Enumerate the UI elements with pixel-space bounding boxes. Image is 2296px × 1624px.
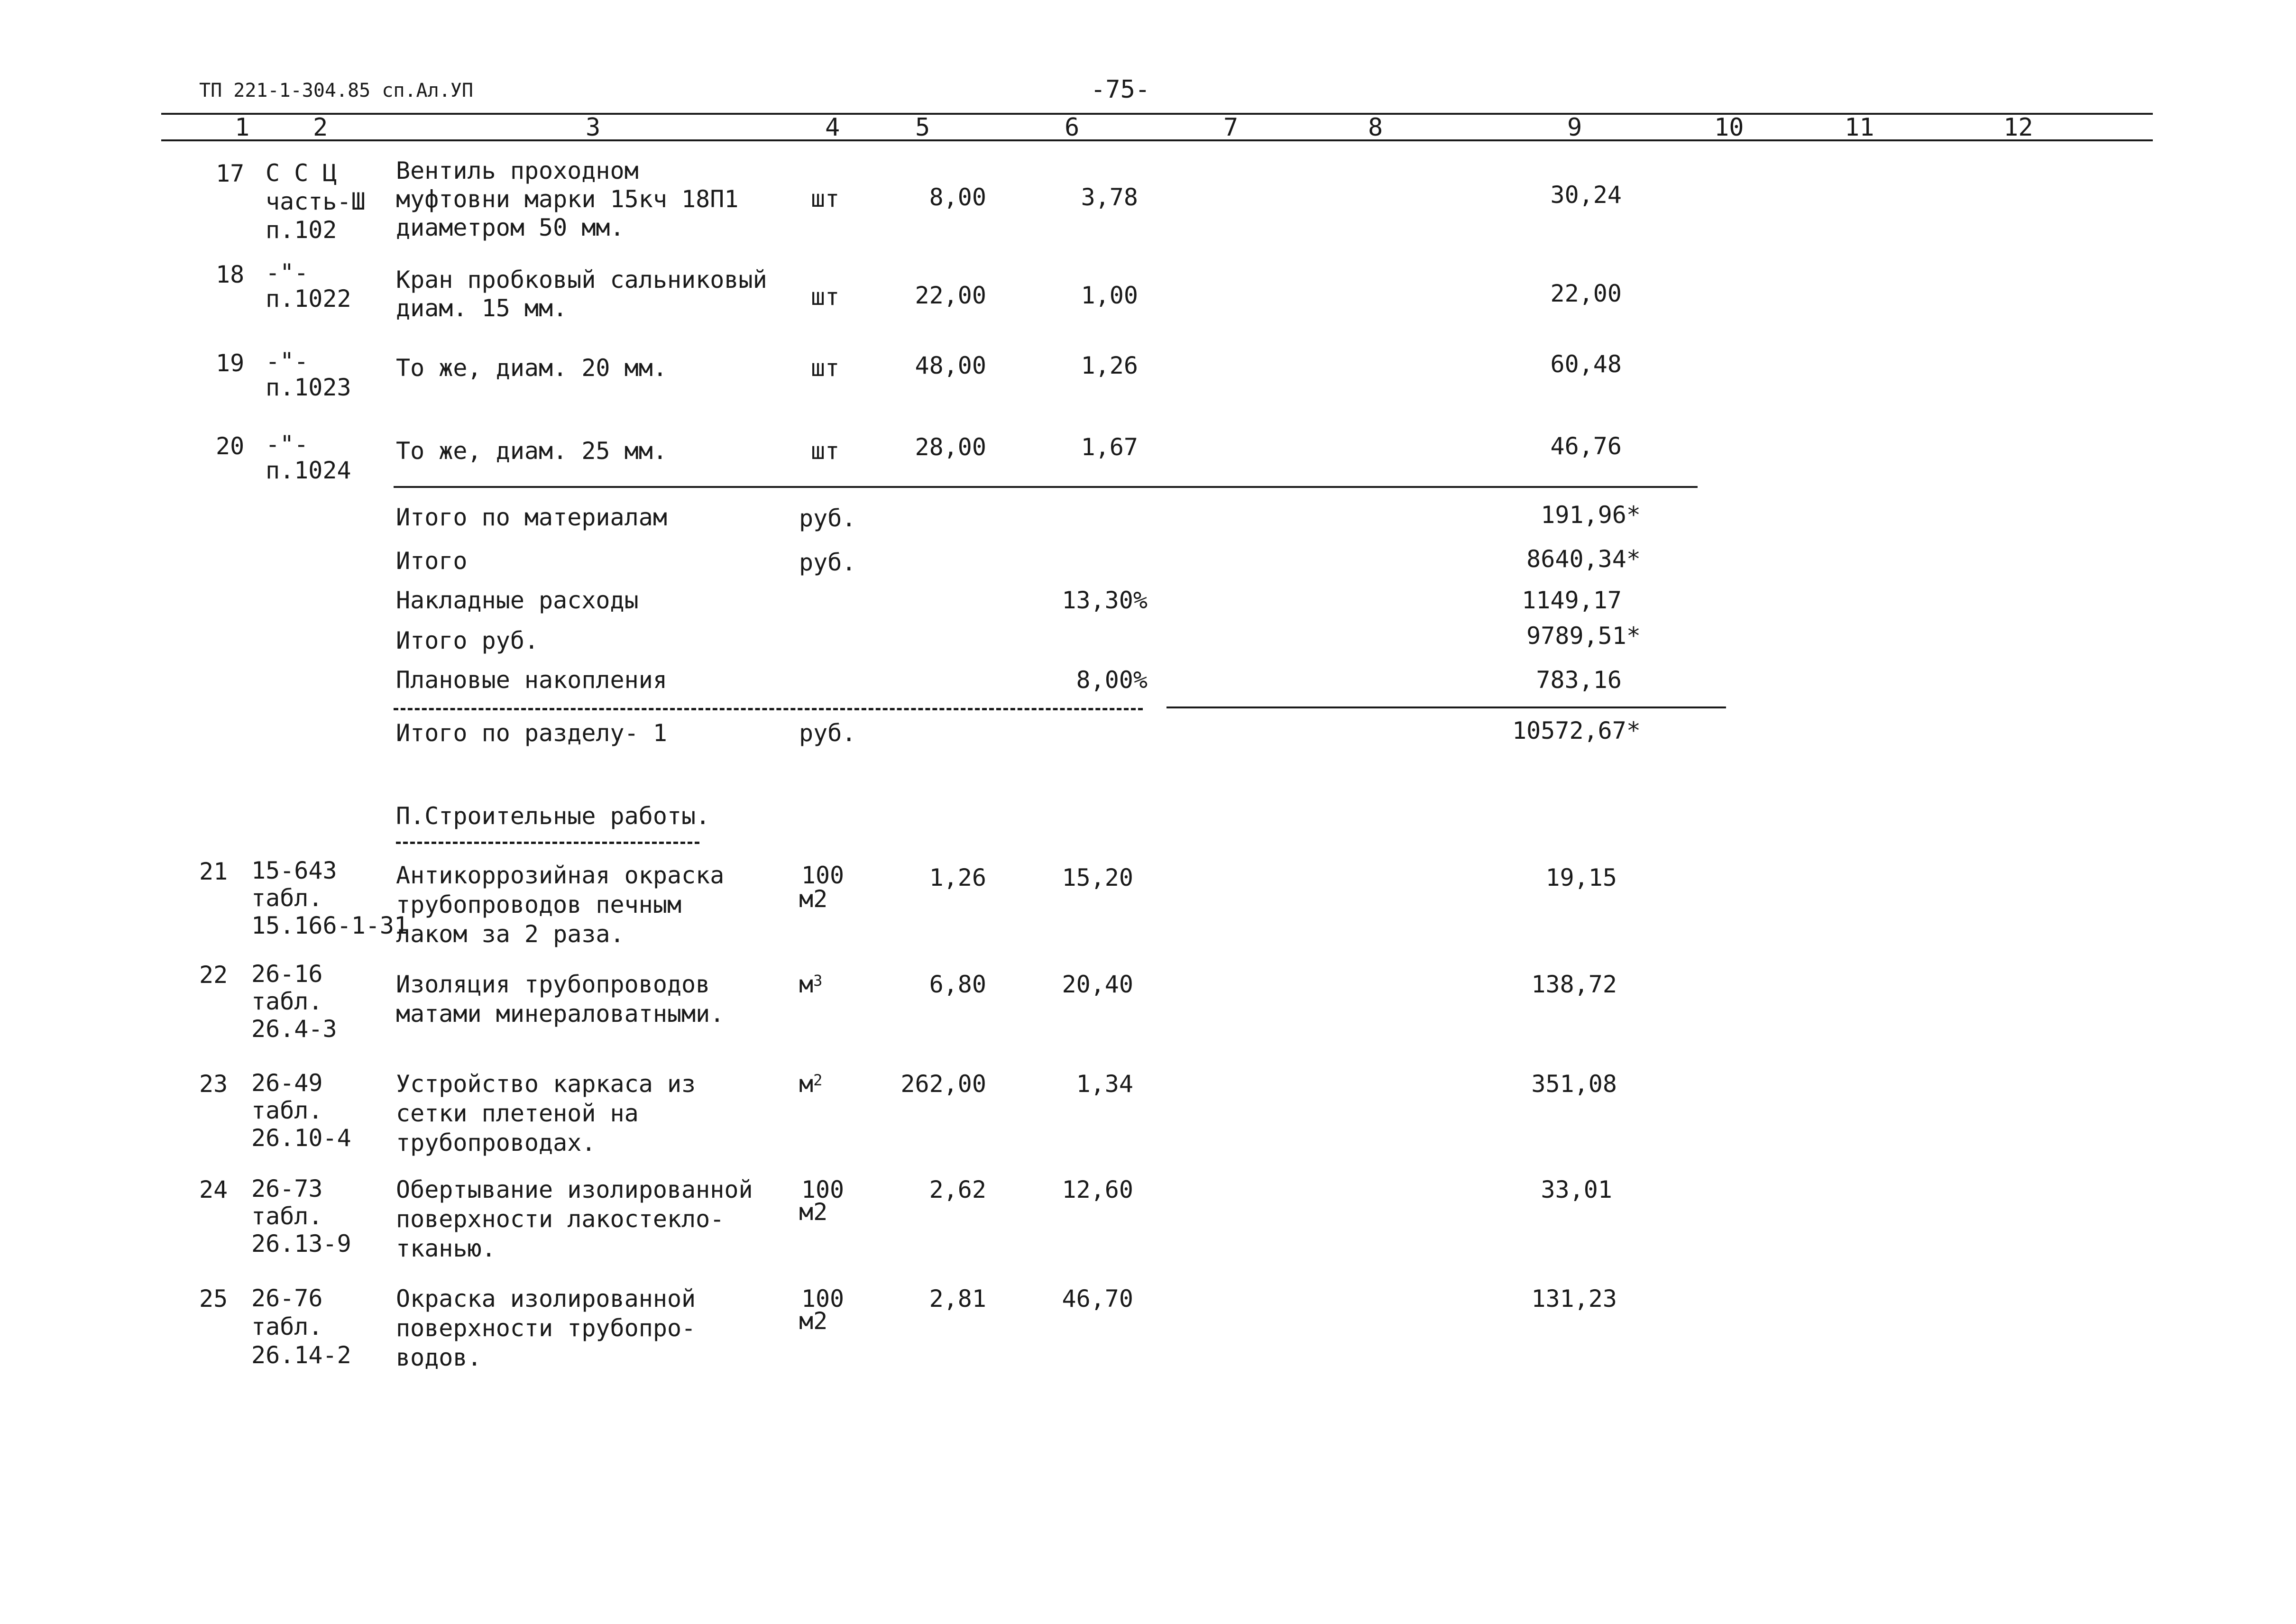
summary-label: Накладные расходы <box>396 587 639 614</box>
row-quantity: 2,62 <box>929 1176 986 1203</box>
row-unit-price: 20,40 <box>1062 971 1133 998</box>
row-description: То же, диам. 25 мм. <box>396 437 667 465</box>
summary-label: Итого по материалам <box>396 504 667 531</box>
row-description: Окраска изолированной поверхности трубопро- водов. <box>396 1285 696 1371</box>
row-total: 46,76 <box>1550 432 1622 460</box>
row-unit <box>799 970 822 999</box>
row-number: 20 <box>216 432 245 460</box>
row-description: Обертывание изолированной поверхности лакостекло- тканью. <box>396 1176 753 1262</box>
section-total-rule <box>1166 706 1726 708</box>
summary-label: Итого руб. <box>396 627 539 654</box>
col-header-6: 6 <box>1065 113 1080 142</box>
row-reference: 26-73 табл. 26.13-9 <box>251 1175 351 1257</box>
row-total: 351,08 <box>1531 1070 1617 1098</box>
summary-unit: руб. <box>799 505 856 532</box>
section-2-title: П.Строительные работы. <box>396 802 710 830</box>
row-description: Вентиль проходном муфтовни марки 15кч 18П1 диаметром 50 мм. <box>396 157 739 241</box>
col-header-10: 10 <box>1714 113 1744 142</box>
row-quantity: 48,00 <box>915 352 986 379</box>
summary-percent: 8,00% <box>1076 666 1148 694</box>
row-description: То же, диам. 20 мм. <box>396 354 667 382</box>
summary-unit: руб. <box>799 549 856 576</box>
row-unit: шт <box>811 437 840 465</box>
row-reference: -"- п.1024 <box>266 431 351 484</box>
row-reference: -"- п.1022 <box>266 259 351 312</box>
row-unit: шт <box>811 354 840 382</box>
row-unit-price: 12,60 <box>1062 1176 1133 1203</box>
row-description: Кран пробковый сальниковый диам. 15 мм. <box>396 266 767 322</box>
row-unit-symbol: м <box>799 1070 814 1098</box>
row-unit: м2 <box>799 885 828 913</box>
summary-total: 8640,34* <box>1526 545 1641 573</box>
document-code: ТП 221-1-304.85 сп.Ал.УП <box>199 80 473 101</box>
section-total-value: 10572,67* <box>1512 717 1641 744</box>
row-unit: м2 <box>799 1198 828 1226</box>
row-unit-price: 46,70 <box>1062 1285 1133 1312</box>
row-reference: 26-49 табл. 26.10-4 <box>251 1069 351 1152</box>
row-unit-price: 3,78 <box>1081 184 1138 211</box>
row-total: 19,15 <box>1545 864 1617 891</box>
section-2-title-underline <box>396 842 699 844</box>
summary-percent: 13,30% <box>1062 587 1148 614</box>
summary-total: 783,16 <box>1536 666 1622 694</box>
col-header-9: 9 <box>1567 113 1582 142</box>
row-number: 25 <box>199 1285 228 1312</box>
row-number: 17 <box>216 160 245 187</box>
row-unit-exponent: 2 <box>813 1071 823 1089</box>
row-description: Антикоррозийная окраска трубопроводов печным лаком за 2 раза. <box>396 862 725 948</box>
row-total: 138,72 <box>1531 971 1617 998</box>
row-number: 24 <box>199 1176 228 1203</box>
row-quantity: 1,26 <box>929 864 986 891</box>
row-total: 30,24 <box>1550 181 1622 209</box>
summary-label: Плановые накопления <box>396 666 667 694</box>
row-total: 33,01 <box>1541 1176 1612 1203</box>
row-quantity: 28,00 <box>915 433 986 461</box>
col-header-12: 12 <box>2003 113 2033 142</box>
row-unit-price: 1,34 <box>1076 1070 1133 1098</box>
section-total-unit: руб. <box>799 719 856 747</box>
summary-label: Итого <box>396 547 468 575</box>
row-number: 21 <box>199 858 228 885</box>
row-reference: 15-643 табл. 15.166-1-31 <box>251 857 409 939</box>
row-quantity: 2,81 <box>929 1285 986 1312</box>
row-reference: 26-76 табл. 26.14-2 <box>251 1285 351 1369</box>
row-reference: -"- п.1023 <box>266 348 351 401</box>
row-quantity: 8,00 <box>929 184 986 211</box>
section-total-label: Итого по разделу- 1 <box>396 719 667 747</box>
row-unit-price: 1,26 <box>1081 352 1138 379</box>
col-header-2: 2 <box>313 113 328 142</box>
row-unit-price: 1,67 <box>1081 433 1138 461</box>
row-unit-exponent: 3 <box>813 972 823 990</box>
row-number: 19 <box>216 349 245 377</box>
row-unit-price: 1,00 <box>1081 282 1138 309</box>
row-unit-symbol: м <box>799 971 814 998</box>
row-unit: шт <box>811 185 840 212</box>
row-reference: 26-16 табл. 26.4-3 <box>251 960 337 1043</box>
row-unit: м2 <box>799 1307 828 1335</box>
row-total: 60,48 <box>1550 350 1622 378</box>
summary-total: 191,96* <box>1541 501 1641 529</box>
row-unit-number: 100 <box>801 1285 845 1312</box>
summary-top-rule <box>394 486 1698 488</box>
row-number: 18 <box>216 261 245 288</box>
col-header-4: 4 <box>825 113 840 142</box>
row-total: 22,00 <box>1550 280 1622 307</box>
row-unit <box>799 1069 822 1099</box>
row-description: Устройство каркаса из сетки плетеной на трубопроводах. <box>396 1070 696 1156</box>
col-header-5: 5 <box>915 113 930 142</box>
page-number: -75- <box>1091 75 1150 104</box>
col-header-11: 11 <box>1845 113 1874 142</box>
col-header-7: 7 <box>1223 113 1239 142</box>
row-reference: С С Ц часть-Ш п.102 <box>266 159 366 244</box>
row-unit-number: 100 <box>801 1176 845 1203</box>
row-number: 22 <box>199 961 228 989</box>
section-total-dashed-rule <box>394 708 1143 710</box>
col-header-1: 1 <box>235 113 250 142</box>
row-number: 23 <box>199 1070 228 1098</box>
row-quantity: 262,00 <box>900 1070 986 1098</box>
row-unit: шт <box>811 283 840 311</box>
col-header-8: 8 <box>1368 113 1383 142</box>
summary-total: 9789,51* <box>1526 622 1641 650</box>
row-quantity: 6,80 <box>929 971 986 998</box>
summary-total: 1149,17 <box>1522 587 1622 614</box>
row-description: Изоляция трубопроводов матами минераловатными. <box>396 971 725 1028</box>
col-header-3: 3 <box>586 113 601 142</box>
row-unit-price: 15,20 <box>1062 864 1133 891</box>
row-quantity: 22,00 <box>915 282 986 309</box>
row-total: 131,23 <box>1531 1285 1617 1312</box>
row-unit-number: 100 <box>801 862 845 889</box>
